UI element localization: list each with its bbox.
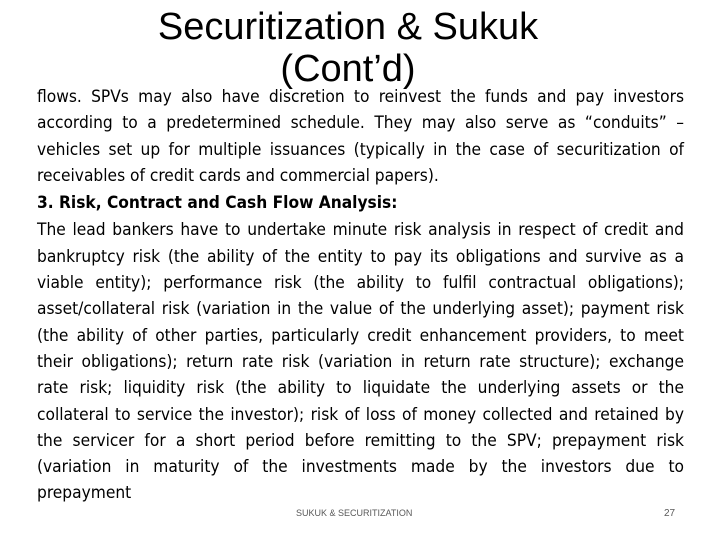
body-paragraph-2: The lead bankers have to undertake minute risk analysis in respect of credit and bankruptcy risk (the ability of the entity to pay its obligations and survive as a viable entity); performance risk (the ability to fulfil contractual obligations); asset/collateral risk (variation in the value of the underlying asset); payment risk (the ability of other parties, particularly credit enhancement providers, to meet their obligations); return rate risk (variation in return rate structure); exchange rate risk; liquidity risk (the ability to liquidate the underlying assets or the collateral to service the investor); risk of loss of money collected and retained by the servicer for a short period before remitting to the SPV; prepayment risk (variation in maturity of the investments made by the investors due to prepayment [37,220,684,504]
page-number: 27 [664,508,676,519]
slide-title [0,6,696,90]
slide-body [37,84,684,507]
footer-text: SUKUK & SECURITIZATION [296,508,413,518]
slide-title-line-2: (Cont’d) [280,48,416,90]
body-paragraph-1: flows. SPVs may also have discretion to reinvest the funds and pay investors according to a predetermined schedule. They may also serve as “conduits” – vehicles set up for multiple issuances (typically in the case of securitization of receivables of credit cards and commercial papers). [37,87,684,186]
slide-title-line-1: Securitization & Sukuk [157,6,539,48]
section-heading: 3. Risk, Contract and Cash Flow Analysis: [37,193,398,214]
